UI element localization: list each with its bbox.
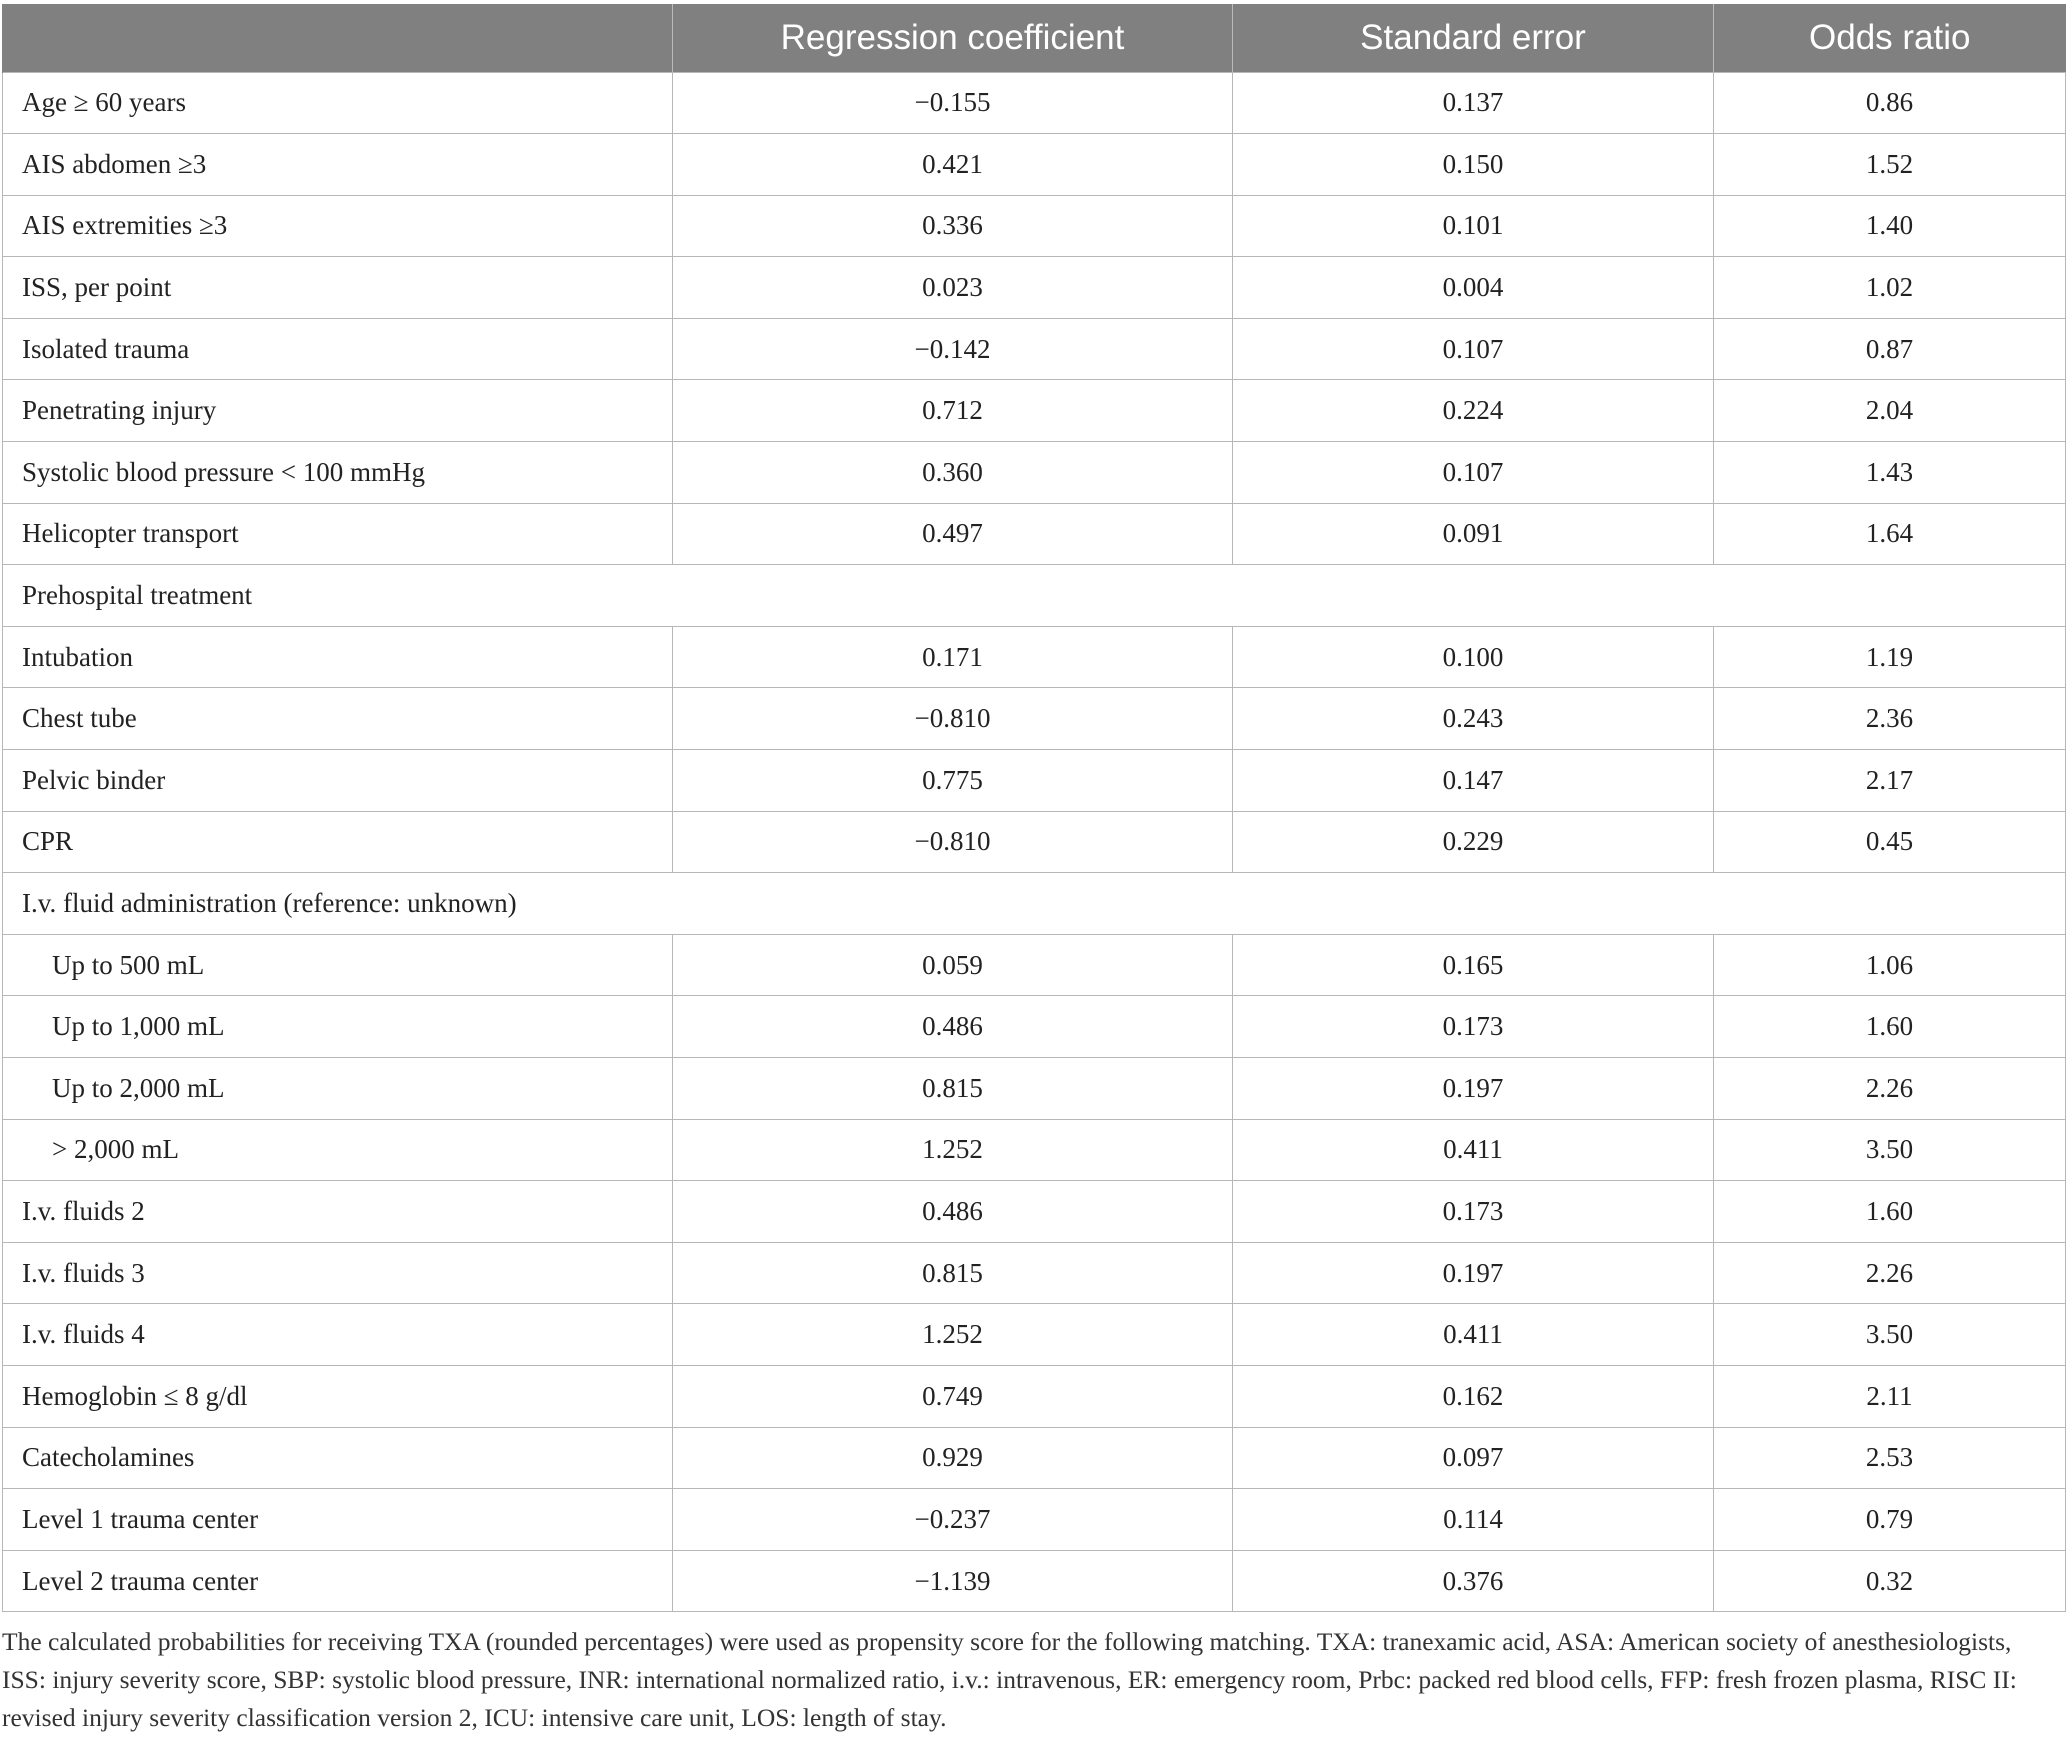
regression-coefficient-cell: 0.059 [673,934,1233,996]
row-label: Helicopter transport [3,503,673,565]
odds-ratio-cell: 2.11 [1714,1365,2066,1427]
table-row [3,996,2066,1058]
standard-error-cell: 0.162 [1233,1365,1714,1427]
odds-ratio-cell: 3.50 [1714,1119,2066,1181]
table-row [3,811,2066,873]
row-label: Chest tube [3,688,673,750]
standard-error-cell: 0.107 [1233,442,1714,504]
standard-error-cell: 0.147 [1233,750,1714,812]
table-row [3,503,2066,565]
odds-ratio-cell: 1.60 [1714,996,2066,1058]
regression-coefficient-cell: −0.810 [673,688,1233,750]
row-label: Level 1 trauma center [3,1489,673,1551]
standard-error-cell: 0.114 [1233,1489,1714,1551]
regression-coefficient-cell: −0.810 [673,811,1233,873]
regression-coefficient-cell: −0.155 [673,72,1233,134]
odds-ratio-cell: 0.45 [1714,811,2066,873]
regression-coefficient-cell: 0.497 [673,503,1233,565]
row-label: AIS extremities ≥3 [3,195,673,257]
standard-error-cell: 0.197 [1233,1058,1714,1120]
odds-ratio-cell: 2.04 [1714,380,2066,442]
odds-ratio-cell: 1.19 [1714,626,2066,688]
header-odds-ratio: Odds ratio [1714,4,2066,72]
table-section-row [3,565,2066,627]
row-label: CPR [3,811,673,873]
table-row [3,72,2066,134]
table-row [3,195,2066,257]
standard-error-cell: 0.173 [1233,1181,1714,1243]
header-standard-error: Standard error [1233,4,1714,72]
row-label: Hemoglobin ≤ 8 g/dl [3,1365,673,1427]
regression-coefficient-cell: 0.486 [673,996,1233,1058]
table-row [3,1242,2066,1304]
standard-error-cell: 0.165 [1233,934,1714,996]
row-label: ISS, per point [3,257,673,319]
row-label: I.v. fluids 4 [3,1304,673,1366]
standard-error-cell: 0.229 [1233,811,1714,873]
odds-ratio-cell: 1.52 [1714,134,2066,196]
regression-coefficient-cell: 1.252 [673,1304,1233,1366]
row-label: Up to 1,000 mL [3,996,673,1058]
section-label: I.v. fluid administration (reference: unknown) [3,873,2066,935]
standard-error-cell: 0.411 [1233,1119,1714,1181]
table-row [3,688,2066,750]
table-section-row [3,873,2066,935]
odds-ratio-cell: 1.06 [1714,934,2066,996]
row-label: AIS abdomen ≥3 [3,134,673,196]
standard-error-cell: 0.091 [1233,503,1714,565]
row-label: > 2,000 mL [3,1119,673,1181]
regression-coefficient-cell: 0.486 [673,1181,1233,1243]
row-label: I.v. fluids 3 [3,1242,673,1304]
table-row [3,1365,2066,1427]
standard-error-cell: 0.101 [1233,195,1714,257]
odds-ratio-cell: 2.26 [1714,1058,2066,1120]
table-row [3,1427,2066,1489]
regression-coefficient-cell: 0.815 [673,1058,1233,1120]
standard-error-cell: 0.411 [1233,1304,1714,1366]
regression-coefficient-cell: −0.142 [673,318,1233,380]
odds-ratio-cell: 0.32 [1714,1550,2066,1612]
regression-coefficient-cell: 0.749 [673,1365,1233,1427]
table-body [3,72,2066,1612]
row-label: Penetrating injury [3,380,673,442]
standard-error-cell: 0.224 [1233,380,1714,442]
table-row [3,134,2066,196]
regression-coefficient-cell: 0.023 [673,257,1233,319]
standard-error-cell: 0.004 [1233,257,1714,319]
odds-ratio-cell: 1.02 [1714,257,2066,319]
row-label: Systolic blood pressure < 100 mmHg [3,442,673,504]
odds-ratio-cell: 1.40 [1714,195,2066,257]
table-row [3,257,2066,319]
odds-ratio-cell: 1.43 [1714,442,2066,504]
table-row [3,750,2066,812]
table-row [3,1304,2066,1366]
standard-error-cell: 0.243 [1233,688,1714,750]
table-row [3,934,2066,996]
odds-ratio-cell: 2.17 [1714,750,2066,812]
regression-coefficient-cell: 0.171 [673,626,1233,688]
header-regression-coefficient: Regression coefficient [673,4,1233,72]
regression-coefficient-cell: 0.421 [673,134,1233,196]
regression-coefficient-cell: 0.775 [673,750,1233,812]
standard-error-cell: 0.137 [1233,72,1714,134]
table-row [3,318,2066,380]
regression-coefficient-cell: 0.336 [673,195,1233,257]
table-row [3,442,2066,504]
table-row [3,1550,2066,1612]
table-row [3,1119,2066,1181]
odds-ratio-cell: 0.87 [1714,318,2066,380]
regression-coefficient-cell: 0.360 [673,442,1233,504]
regression-coefficient-cell: −0.237 [673,1489,1233,1551]
standard-error-cell: 0.376 [1233,1550,1714,1612]
odds-ratio-cell: 2.26 [1714,1242,2066,1304]
row-label: Catecholamines [3,1427,673,1489]
regression-coefficient-cell: 0.929 [673,1427,1233,1489]
header-variable [3,4,673,72]
table-row [3,626,2066,688]
regression-table [2,4,2066,1612]
table-header [3,4,2066,72]
row-label: Isolated trauma [3,318,673,380]
standard-error-cell: 0.097 [1233,1427,1714,1489]
odds-ratio-cell: 1.64 [1714,503,2066,565]
odds-ratio-cell: 2.36 [1714,688,2066,750]
odds-ratio-cell: 0.86 [1714,72,2066,134]
table-row [3,1058,2066,1120]
row-label: Up to 500 mL [3,934,673,996]
standard-error-cell: 0.150 [1233,134,1714,196]
standard-error-cell: 0.173 [1233,996,1714,1058]
row-label: Up to 2,000 mL [3,1058,673,1120]
standard-error-cell: 0.107 [1233,318,1714,380]
standard-error-cell: 0.197 [1233,1242,1714,1304]
table-row [3,1181,2066,1243]
odds-ratio-cell: 3.50 [1714,1304,2066,1366]
table-footnote: The calculated probabilities for receiving TXA (rounded percentages) were used as propensity score for the following matching. TXA: tranexamic acid, ASA: American society of anesthesiologists, ISS: injury severity score, SBP: systolic blood pressure, INR: international normalized ratio, i.v.: intravenous, ER: emergency room, Prbc: packed red blood cells, FFP: fresh frozen plasma, RISC II: revised injury severity classification version 2, ICU: intensive care unit, LOS: length of stay. [2,1627,2017,1732]
header-row [3,4,2066,72]
regression-coefficient-cell: 1.252 [673,1119,1233,1181]
table-row [3,1489,2066,1551]
row-label: Intubation [3,626,673,688]
row-label: Level 2 trauma center [3,1550,673,1612]
odds-ratio-cell: 1.60 [1714,1181,2066,1243]
table-row [3,380,2066,442]
odds-ratio-cell: 0.79 [1714,1489,2066,1551]
section-label: Prehospital treatment [3,565,2066,627]
standard-error-cell: 0.100 [1233,626,1714,688]
row-label: Age ≥ 60 years [3,72,673,134]
regression-coefficient-cell: 0.712 [673,380,1233,442]
row-label: I.v. fluids 2 [3,1181,673,1243]
regression-coefficient-cell: −1.139 [673,1550,1233,1612]
odds-ratio-cell: 2.53 [1714,1427,2066,1489]
regression-coefficient-cell: 0.815 [673,1242,1233,1304]
row-label: Pelvic binder [3,750,673,812]
